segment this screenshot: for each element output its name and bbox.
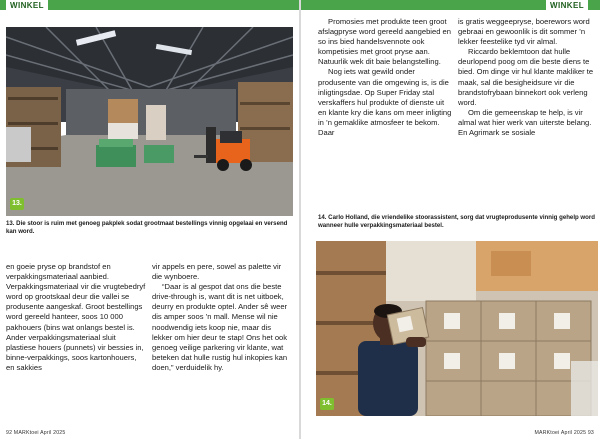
left-page: [0, 0, 299, 439]
section-label: WINKEL: [6, 0, 48, 12]
warehouse-image: [6, 27, 293, 216]
body-column-2: [458, 17, 594, 138]
body-column-1: [318, 17, 454, 138]
body-paragraph: Om die gemeenskap te help, is vir almal wat hier werk van uiterste belang. En Agrimark se sosiale: [458, 107, 592, 138]
stoorassistent-photo: [316, 241, 598, 416]
body-paragraph: is gratis weggeepryse, boerewors word gebraai en gewoonlik is dit sommer ’n lekker feestelike tyd vir almal.: [458, 17, 590, 47]
body-paragraph: Nog iets wat gewild onder produsente van die omgewing is, is die inligtingsdae. Op Super Friday stal verskaffers hul produkte of dienste uit en klante kry die kans om meer inligting in ’n gemaklike atmosfeer te bekom. Daar: [318, 67, 452, 138]
body-paragraph: Riccardo beklemtoon dat hulle deurlopend poog om die beste diens te bied. Om dinge vir hul klante makliker te maak, sal die besigheidsure vir die brandstofrybaan binnekort ook verleng word.: [458, 47, 594, 107]
right-page: [301, 0, 600, 439]
photo-number-badge: 14.: [320, 398, 334, 410]
body-paragraph: Promosies met produkte teen groot afslagpryse word gereeld aangebied en so ins bied handelsvennote ook kompetisies met groot pryse aan. Natuurlik wek dit baie belangstelling.: [318, 17, 451, 67]
photo-caption: 14. Carlo Holland, die vriendelike stoorassistent, sorg dat vrugteprodusente vinnig gehelp word wanneer hulle verpakkingsmateriaal bestel.: [318, 214, 595, 230]
body-paragraph: vir appels en pere, sowel as palette vir die wynboere.: [152, 262, 282, 282]
body-paragraph: en goeie pryse op brandstof en verpakkingsmateriaal aanbied. Verpakkingsmateriaal vir die vrugtebedryf word op grootskaal deur die vallei se produsente aangeskaf. Groot bestellings word gereeld hanteer, soos 10 000 pakhouers (bins wat onlangs bestel is. Ander verpakkingsmateriaal sluit plastiese houers (punnets) vir bessies in, binne-verpakkings, soos kartonhouers, en sakkies: [6, 262, 146, 372]
body-column-2: [152, 262, 292, 373]
page-footer-left: 92 MARKtoei April 2025: [6, 430, 66, 436]
stoorassistent-image: [316, 241, 598, 416]
body-paragraph: “Daar is al gespot dat ons die beste drive-through is, want dit is net uitboek, deurry en produkte optel. Ander sê weer dis amper soos ’n mall. Mense wil nie noodwendig iets koop nie, maar dis lekker om hier deur te stap! Ons het ook genoeg veilige parkering vir klante, wat beteken dat hulle rustig hul inkopies kan doen,” verduidelik hy.: [152, 282, 288, 372]
section-label: WINKEL: [546, 0, 588, 12]
page-footer-right: MARKtoei April 2025 93: [534, 430, 594, 436]
photo-number-badge: 13.: [10, 198, 24, 210]
photo-caption: 13. Die stoor is ruim met genoeg pakplek sodat grootmaat bestellings vinnig opgelaai en versend kan word.: [6, 220, 288, 236]
body-column-1: [6, 262, 146, 373]
warehouse-photo: [6, 27, 293, 216]
